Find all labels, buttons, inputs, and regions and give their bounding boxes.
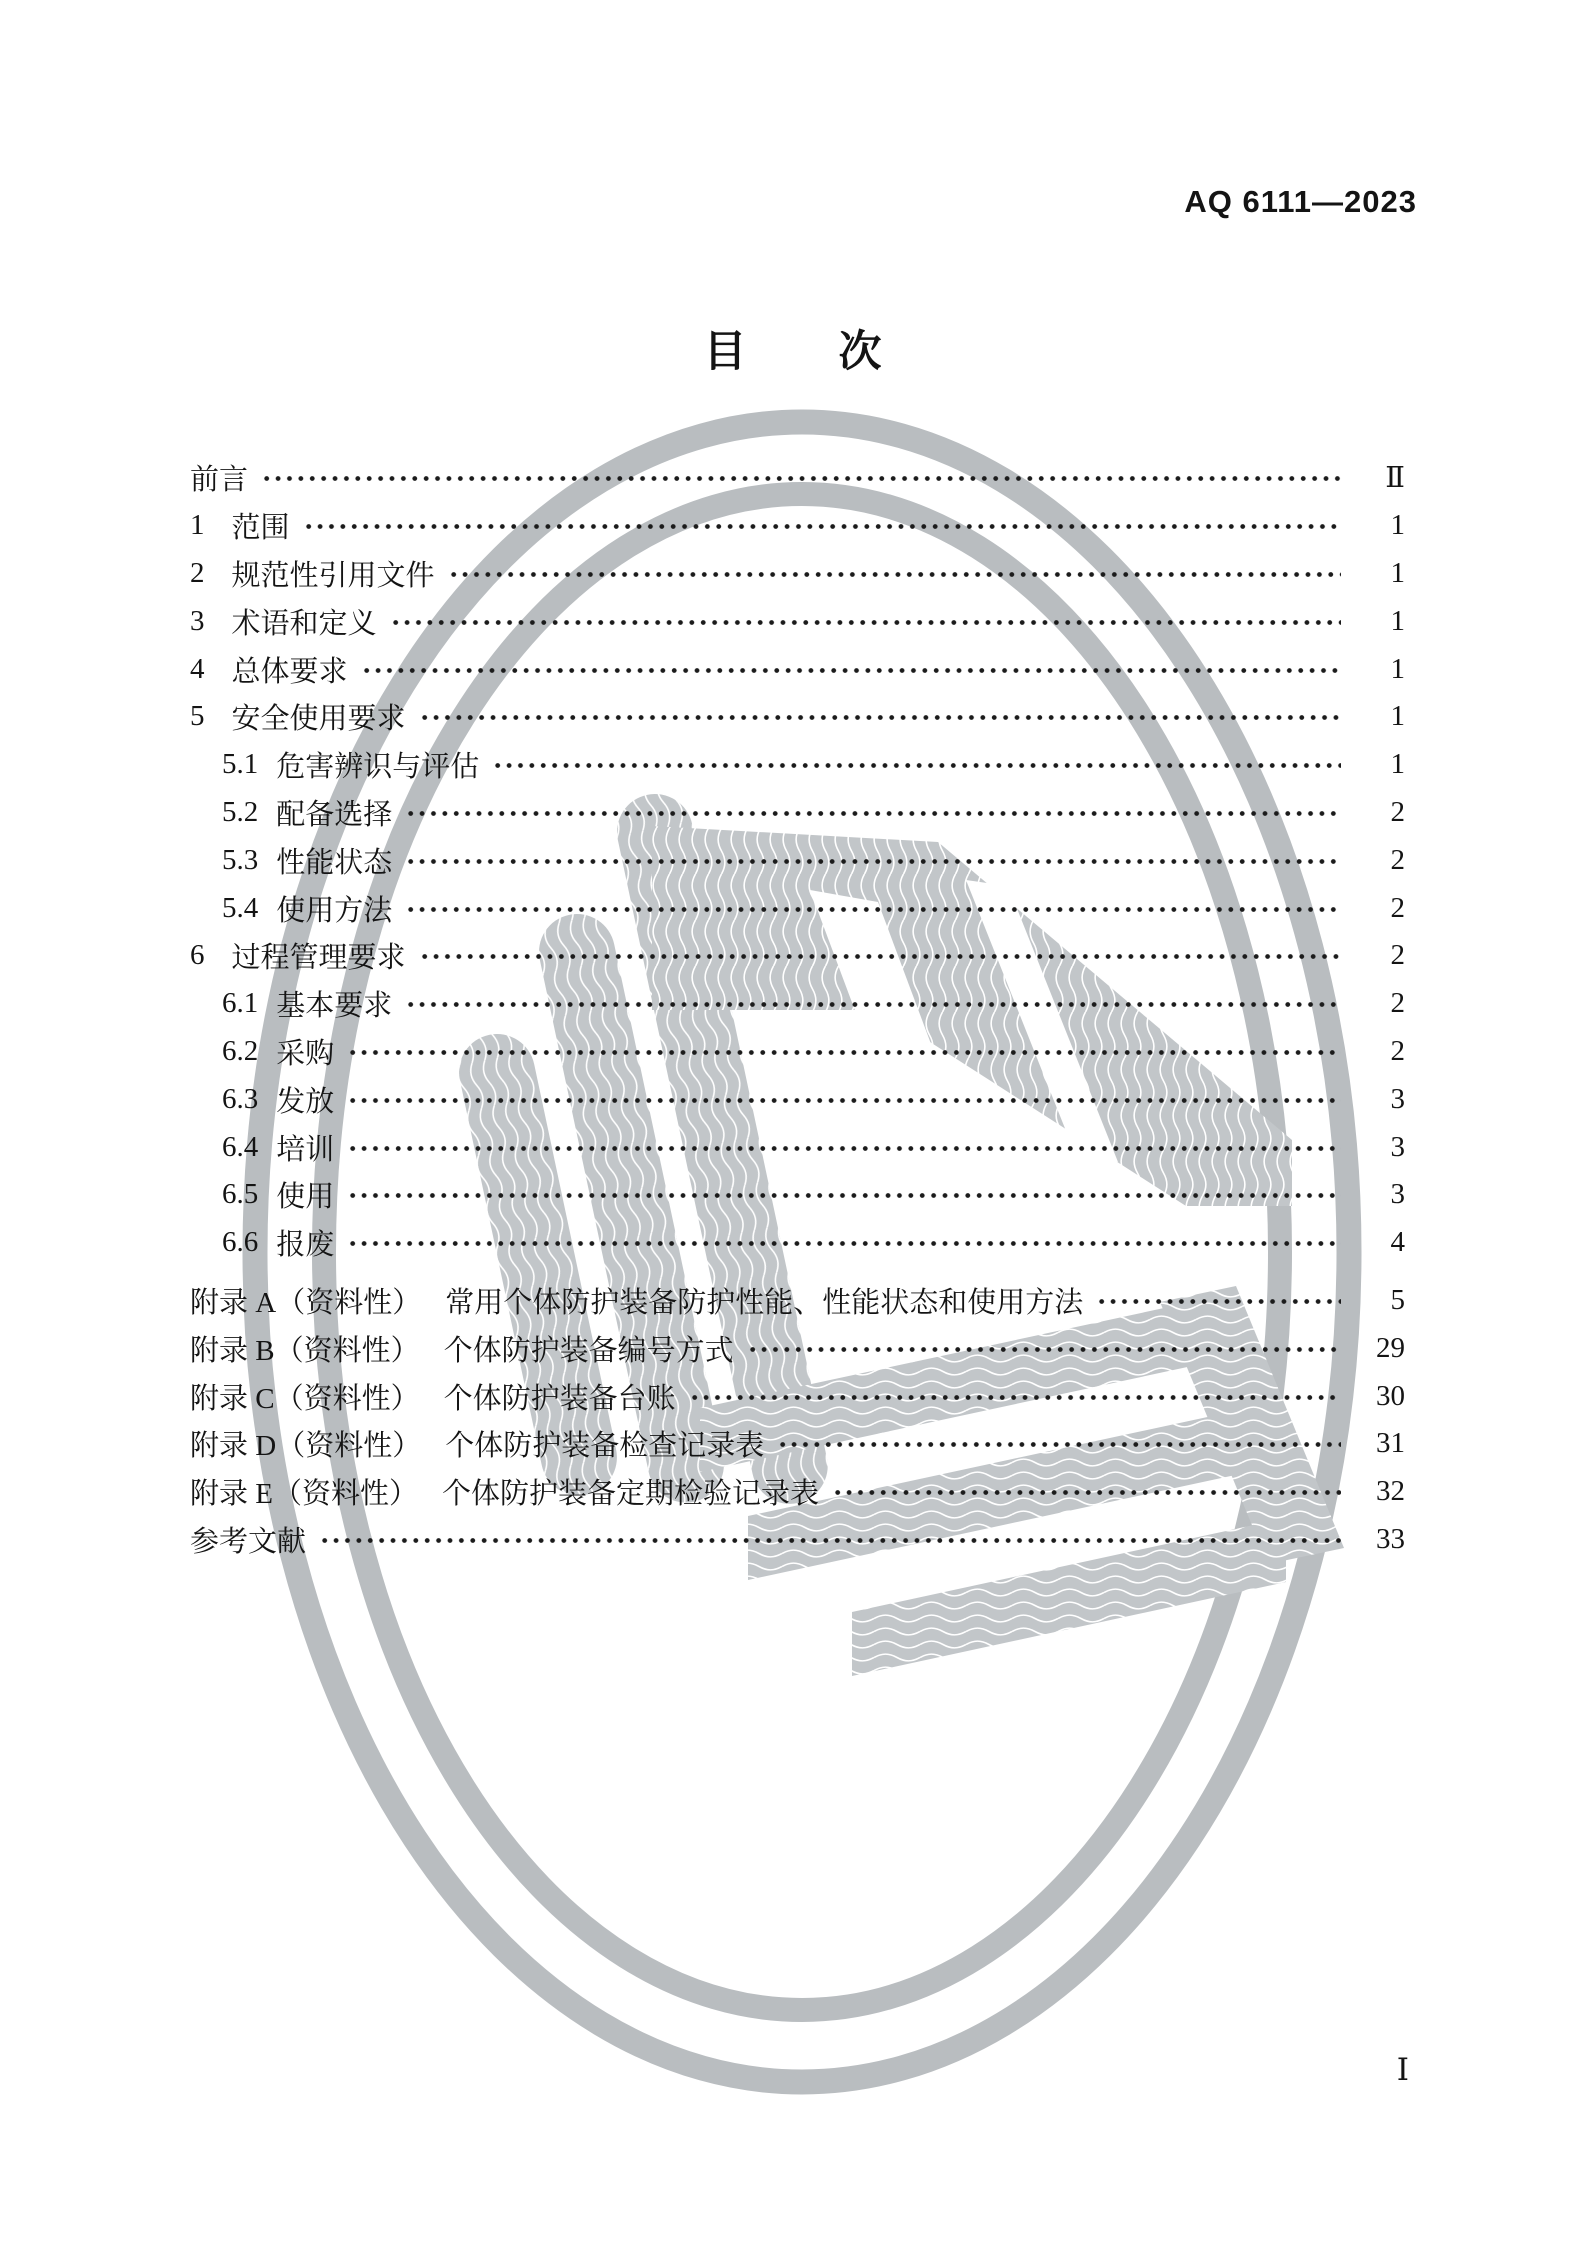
toc-entry-number: 5.4 (222, 891, 259, 924)
toc-row (190, 1171, 1405, 1219)
toc-entry-label: 附录 E（资料性） (190, 1478, 418, 1511)
toc-entry-number: 6.1 (222, 987, 259, 1020)
toc-dot-leader (261, 474, 1341, 483)
toc-entry-title: 常用个体防护装备防护性能、性能状态和使用方法 (445, 1286, 1084, 1319)
toc-entry-title: 个体防护装备编号方式 (443, 1334, 734, 1367)
toc-row (190, 1372, 1405, 1420)
toc-entry-number: 6 (190, 939, 205, 972)
toc-entry-label: 基本要求 (276, 990, 393, 1023)
toc-entry-number: 6.6 (222, 1226, 259, 1259)
toc-dot-leader (390, 618, 1341, 627)
toc-entry-page: 2 (1390, 1034, 1405, 1067)
toc-entry-label: 发放 (276, 1085, 335, 1118)
toc-entry-label: 使用方法 (276, 894, 393, 927)
toc-entry-page: 32 (1376, 1475, 1405, 1508)
toc-row (190, 884, 1405, 932)
toc-row (190, 1324, 1405, 1372)
toc-dot-leader (1096, 1297, 1341, 1306)
toc-dot-leader (419, 713, 1341, 722)
toc-entry-page: 1 (1390, 700, 1405, 733)
toc-row (190, 1123, 1405, 1171)
toc-dot-leader (347, 1144, 1341, 1153)
toc-entry-label: 范围 (231, 512, 290, 545)
toc-row (190, 789, 1405, 837)
toc-entry-label: 前言 (190, 464, 249, 497)
footer-page-number: Ⅰ (1396, 2052, 1409, 2087)
toc-entry-number: 6.5 (222, 1178, 259, 1211)
toc-entry-page: 2 (1390, 987, 1405, 1020)
toc-row (190, 597, 1405, 645)
toc-entry-number: 2 (190, 556, 205, 589)
toc-dot-leader (777, 1440, 1341, 1449)
toc-row (190, 502, 1405, 550)
toc-entry-page: 3 (1390, 1178, 1405, 1211)
standard-code: AQ 6111—2023 (1184, 184, 1417, 219)
toc-row (190, 1075, 1405, 1123)
toc-row (190, 1219, 1405, 1267)
toc-entry-label: 总体要求 (231, 655, 348, 688)
toc-entry-label: 采购 (276, 1037, 335, 1070)
toc-entry-label: 附录 C（资料性） (190, 1382, 420, 1415)
toc-entry-page: 3 (1390, 1130, 1405, 1163)
toc-entry-title: 个体防护装备定期检验记录表 (441, 1478, 819, 1511)
toc-entry-number: 1 (190, 509, 205, 542)
toc-entry-number: 6.2 (222, 1034, 259, 1067)
toc-row (190, 1468, 1405, 1516)
toc-entry-page: 1 (1390, 604, 1405, 637)
toc-entry-number: 6.3 (222, 1082, 259, 1115)
toc-entry-label: 危害辨识与评估 (276, 751, 480, 784)
toc-entry-page: 2 (1390, 795, 1405, 828)
toc-entry-label: 报废 (276, 1229, 335, 1262)
toc-entry-page: 2 (1390, 843, 1405, 876)
toc-row (190, 645, 1405, 693)
toc-row (190, 980, 1405, 1028)
toc-dot-leader (347, 1191, 1341, 1200)
toc-entry-label: 过程管理要求 (231, 942, 406, 975)
toc-entry-label: 附录 B（资料性） (190, 1334, 420, 1367)
toc-entry-label: 附录 A（资料性） (190, 1286, 422, 1319)
toc-entry-title: 个体防护装备台账 (443, 1382, 676, 1415)
toc-dot-leader (405, 1000, 1341, 1009)
toc-entry-number: 5.3 (222, 843, 259, 876)
toc-entry-number: 5 (190, 700, 205, 733)
toc-dot-leader (419, 952, 1341, 961)
toc-row (190, 836, 1405, 884)
toc-entry-page: 1 (1390, 748, 1405, 781)
toc-entry-page: 2 (1390, 939, 1405, 972)
toc-entry-number: 3 (190, 604, 205, 637)
toc-row (190, 693, 1405, 741)
toc-entry-page: 33 (1376, 1522, 1405, 1555)
toc-dot-leader (405, 857, 1341, 866)
toc-entry-page: 3 (1390, 1082, 1405, 1115)
toc-dot-leader (405, 905, 1341, 914)
toc-row (190, 1028, 1405, 1076)
toc-dot-leader (689, 1393, 1341, 1402)
toc-entry-page: 2 (1390, 891, 1405, 924)
toc-dot-leader (303, 522, 1341, 531)
toc-entry-page: 30 (1376, 1379, 1405, 1412)
toc-entry-label: 使用 (276, 1181, 335, 1214)
toc-dot-leader (319, 1536, 1341, 1545)
toc-dot-leader (448, 570, 1341, 579)
toc-entry-page: 29 (1376, 1331, 1405, 1364)
toc-row (190, 454, 1405, 502)
toc-entry-label: 配备选择 (276, 798, 393, 831)
toc-dot-leader (347, 1239, 1341, 1248)
page-title: 目 次 (703, 328, 884, 376)
toc-row (190, 1277, 1405, 1325)
toc-entry-label: 性能状态 (276, 846, 393, 879)
toc-dot-leader (747, 1345, 1341, 1354)
toc-dot-leader (347, 1048, 1341, 1057)
toc-dot-leader (832, 1488, 1341, 1497)
toc-entry-label: 规范性引用文件 (231, 559, 435, 592)
toc-entry-number: 6.4 (222, 1130, 259, 1163)
toc-dot-leader (361, 666, 1341, 675)
toc-entry-label: 培训 (276, 1133, 335, 1166)
toc-entry-label: 附录 D（资料性） (190, 1430, 422, 1463)
toc-dot-leader (492, 761, 1341, 770)
toc-dot-leader (405, 809, 1341, 818)
toc-entry-number: 5.1 (222, 748, 259, 781)
toc-entry-page: Ⅱ (1385, 462, 1405, 495)
toc-row (190, 1516, 1405, 1564)
toc-row (190, 550, 1405, 598)
toc-row (190, 932, 1405, 980)
toc-row (190, 1420, 1405, 1468)
toc-entry-page: 5 (1390, 1283, 1405, 1316)
toc-entry-label: 安全使用要求 (231, 703, 406, 736)
toc-entry-page: 1 (1390, 509, 1405, 542)
toc-entry-number: 4 (190, 652, 205, 685)
toc-entry-page: 1 (1390, 556, 1405, 589)
toc-list (190, 454, 1405, 1563)
toc-entry-number: 5.2 (222, 795, 259, 828)
toc-entry-page: 1 (1390, 652, 1405, 685)
toc-row (190, 741, 1405, 789)
toc-entry-page: 31 (1376, 1427, 1405, 1460)
toc-entry-label: 术语和定义 (231, 607, 377, 640)
toc-entry-page: 4 (1390, 1226, 1405, 1259)
toc-dot-leader (347, 1096, 1341, 1105)
toc-entry-label: 参考文献 (190, 1525, 307, 1558)
toc-entry-title: 个体防护装备检查记录表 (445, 1430, 765, 1463)
